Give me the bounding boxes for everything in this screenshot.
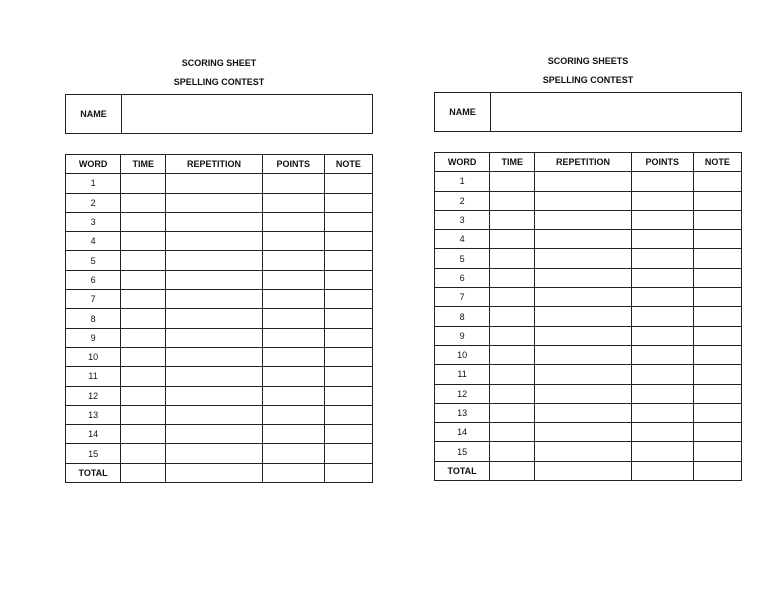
table-row (435, 365, 742, 384)
note-cell[interactable] (324, 251, 372, 270)
column-header-word: WORD (435, 153, 490, 172)
points-cell[interactable] (631, 365, 693, 384)
table-row (435, 384, 742, 403)
word-number: 1 (66, 174, 121, 193)
word-number: 11 (435, 365, 490, 384)
time-cell[interactable] (490, 172, 535, 191)
sheet-title: SCORING SHEETS (547, 56, 629, 66)
repetition-cell[interactable] (535, 442, 631, 461)
table-row (435, 268, 742, 287)
points-cell[interactable] (262, 367, 324, 386)
table-row (66, 174, 373, 193)
time-cell[interactable] (490, 345, 535, 364)
time-cell[interactable] (490, 191, 535, 210)
table-row (435, 210, 742, 229)
points-cell[interactable] (631, 442, 693, 461)
time-cell[interactable] (121, 386, 166, 405)
points-cell[interactable] (631, 288, 693, 307)
time-cell[interactable] (121, 309, 166, 328)
repetition-cell[interactable] (166, 212, 262, 231)
repetition-cell[interactable] (166, 232, 262, 251)
repetition-cell[interactable] (166, 405, 262, 424)
word-number: 7 (66, 290, 121, 309)
word-number: 10 (66, 347, 121, 366)
repetition-cell[interactable] (166, 290, 262, 309)
name-field[interactable] (491, 93, 741, 131)
word-number: 2 (435, 191, 490, 210)
word-number: 9 (435, 326, 490, 345)
total-row (66, 463, 373, 482)
time-cell[interactable] (121, 270, 166, 289)
note-cell[interactable] (693, 230, 741, 249)
note-cell[interactable] (324, 309, 372, 328)
points-cell[interactable] (262, 193, 324, 212)
repetition-cell[interactable] (535, 191, 631, 210)
repetition-cell[interactable] (166, 251, 262, 270)
time-cell[interactable] (490, 230, 535, 249)
repetition-cell[interactable] (535, 365, 631, 384)
note-cell[interactable] (324, 405, 372, 424)
time-cell[interactable] (121, 193, 166, 212)
table-row (66, 386, 373, 405)
word-number: 13 (66, 405, 121, 424)
table-row (435, 442, 742, 461)
repetition-cell[interactable] (535, 345, 631, 364)
repetition-cell[interactable] (535, 249, 631, 268)
name-label: NAME (435, 93, 491, 131)
time-cell[interactable] (121, 367, 166, 386)
time-cell[interactable] (490, 249, 535, 268)
note-cell[interactable] (324, 193, 372, 212)
time-cell[interactable] (121, 290, 166, 309)
repetition-cell[interactable] (535, 230, 631, 249)
word-number: 11 (66, 367, 121, 386)
time-cell[interactable] (490, 326, 535, 345)
repetition-cell[interactable] (535, 268, 631, 287)
word-number: 15 (435, 442, 490, 461)
repetition-cell[interactable] (535, 403, 631, 422)
sheet-subtitle: SPELLING CONTEST (542, 75, 634, 85)
time-cell[interactable] (490, 423, 535, 442)
word-number: 12 (66, 386, 121, 405)
repetition-cell[interactable] (166, 367, 262, 386)
note-cell[interactable] (324, 174, 372, 193)
total-label: TOTAL (66, 463, 121, 482)
time-cell[interactable] (121, 444, 166, 463)
note-cell[interactable] (693, 442, 741, 461)
time-cell[interactable] (490, 268, 535, 287)
note-cell[interactable] (324, 386, 372, 405)
note-cell[interactable] (324, 367, 372, 386)
note-cell[interactable] (324, 347, 372, 366)
column-header-repetition: REPETITION (535, 153, 631, 172)
sheet-title: SCORING SHEET (181, 58, 257, 68)
points-cell[interactable] (262, 386, 324, 405)
repetition-cell[interactable] (535, 326, 631, 345)
note-cell[interactable] (693, 288, 741, 307)
table-row (66, 309, 373, 328)
points-cell[interactable] (262, 251, 324, 270)
points-cell[interactable] (262, 347, 324, 366)
word-number: 6 (435, 268, 490, 287)
time-cell[interactable] (490, 442, 535, 461)
time-cell[interactable] (490, 461, 535, 480)
time-cell[interactable] (121, 425, 166, 444)
points-cell[interactable] (262, 444, 324, 463)
time-cell[interactable] (121, 212, 166, 231)
points-cell[interactable] (631, 172, 693, 191)
time-cell[interactable] (121, 232, 166, 251)
repetition-cell[interactable] (166, 193, 262, 212)
name-box (434, 92, 742, 132)
score-table (434, 152, 742, 481)
repetition-cell[interactable] (535, 288, 631, 307)
table-row (66, 251, 373, 270)
repetition-cell[interactable] (535, 461, 631, 480)
score-table (65, 154, 373, 483)
points-cell[interactable] (631, 384, 693, 403)
table-row (66, 425, 373, 444)
repetition-cell[interactable] (535, 172, 631, 191)
time-cell[interactable] (121, 251, 166, 270)
header-row (435, 153, 742, 172)
note-cell[interactable] (324, 212, 372, 231)
repetition-cell[interactable] (166, 270, 262, 289)
repetition-cell[interactable] (535, 307, 631, 326)
scoring-sheet-left (65, 56, 373, 483)
column-header-time: TIME (490, 153, 535, 172)
repetition-cell[interactable] (535, 384, 631, 403)
word-number: 15 (66, 444, 121, 463)
column-header-word: WORD (66, 155, 121, 174)
name-box (65, 94, 373, 134)
table-row (66, 367, 373, 386)
table-row (435, 191, 742, 210)
points-cell[interactable] (631, 191, 693, 210)
note-cell[interactable] (693, 249, 741, 268)
points-cell[interactable] (631, 210, 693, 229)
time-cell[interactable] (490, 384, 535, 403)
note-cell[interactable] (693, 326, 741, 345)
word-number: 5 (66, 251, 121, 270)
table-row (66, 328, 373, 347)
note-cell[interactable] (693, 307, 741, 326)
name-field[interactable] (122, 95, 372, 133)
word-number: 1 (435, 172, 490, 191)
word-number: 14 (435, 423, 490, 442)
points-cell[interactable] (631, 403, 693, 422)
repetition-cell[interactable] (166, 309, 262, 328)
sheet-subtitle: SPELLING CONTEST (173, 77, 265, 87)
word-number: 12 (435, 384, 490, 403)
note-cell[interactable] (693, 172, 741, 191)
note-cell[interactable] (324, 232, 372, 251)
note-cell[interactable] (693, 210, 741, 229)
points-cell[interactable] (262, 425, 324, 444)
points-cell[interactable] (631, 326, 693, 345)
points-cell[interactable] (631, 230, 693, 249)
word-number: 8 (435, 307, 490, 326)
points-cell[interactable] (262, 290, 324, 309)
column-header-time: TIME (121, 155, 166, 174)
total-row (435, 461, 742, 480)
column-header-repetition: REPETITION (166, 155, 262, 174)
points-cell[interactable] (262, 270, 324, 289)
points-cell[interactable] (262, 212, 324, 231)
word-number: 5 (435, 249, 490, 268)
table-row (435, 172, 742, 191)
note-cell[interactable] (693, 268, 741, 287)
time-cell[interactable] (490, 403, 535, 422)
time-cell[interactable] (490, 307, 535, 326)
table-row (435, 423, 742, 442)
table-row (66, 212, 373, 231)
column-header-note: NOTE (693, 153, 741, 172)
points-cell[interactable] (631, 268, 693, 287)
name-label: NAME (66, 95, 122, 133)
points-cell[interactable] (262, 174, 324, 193)
note-cell[interactable] (324, 444, 372, 463)
note-cell[interactable] (324, 463, 372, 482)
points-cell[interactable] (262, 328, 324, 347)
note-cell[interactable] (693, 384, 741, 403)
table-row (435, 326, 742, 345)
scoring-sheet-right (434, 54, 742, 481)
time-cell[interactable] (121, 463, 166, 482)
note-cell[interactable] (693, 423, 741, 442)
word-number: 4 (435, 230, 490, 249)
note-cell[interactable] (324, 290, 372, 309)
table-row (66, 405, 373, 424)
table-row (66, 290, 373, 309)
table-row (66, 232, 373, 251)
repetition-cell[interactable] (166, 444, 262, 463)
word-number: 3 (66, 212, 121, 231)
points-cell[interactable] (262, 309, 324, 328)
word-number: 13 (435, 403, 490, 422)
repetition-cell[interactable] (166, 386, 262, 405)
points-cell[interactable] (631, 461, 693, 480)
word-number: 8 (66, 309, 121, 328)
word-number: 3 (435, 210, 490, 229)
note-cell[interactable] (693, 461, 741, 480)
table-row (66, 193, 373, 212)
word-number: 9 (66, 328, 121, 347)
word-number: 7 (435, 288, 490, 307)
points-cell[interactable] (631, 307, 693, 326)
word-number: 14 (66, 425, 121, 444)
repetition-cell[interactable] (166, 463, 262, 482)
table-row (66, 270, 373, 289)
time-cell[interactable] (121, 405, 166, 424)
points-cell[interactable] (631, 249, 693, 268)
note-cell[interactable] (324, 425, 372, 444)
note-cell[interactable] (693, 365, 741, 384)
table-row (435, 307, 742, 326)
note-cell[interactable] (693, 403, 741, 422)
word-number: 4 (66, 232, 121, 251)
table-row (435, 249, 742, 268)
word-number: 2 (66, 193, 121, 212)
column-header-note: NOTE (324, 155, 372, 174)
time-cell[interactable] (121, 174, 166, 193)
time-cell[interactable] (121, 328, 166, 347)
header-row (66, 155, 373, 174)
note-cell[interactable] (324, 328, 372, 347)
repetition-cell[interactable] (535, 210, 631, 229)
repetition-cell[interactable] (535, 423, 631, 442)
table-row (435, 345, 742, 364)
time-cell[interactable] (490, 365, 535, 384)
repetition-cell[interactable] (166, 425, 262, 444)
points-cell[interactable] (631, 345, 693, 364)
time-cell[interactable] (121, 347, 166, 366)
points-cell[interactable] (262, 463, 324, 482)
time-cell[interactable] (490, 210, 535, 229)
points-cell[interactable] (631, 423, 693, 442)
table-row (435, 403, 742, 422)
repetition-cell[interactable] (166, 347, 262, 366)
table-row (435, 288, 742, 307)
note-cell[interactable] (693, 191, 741, 210)
time-cell[interactable] (490, 288, 535, 307)
table-row (66, 444, 373, 463)
repetition-cell[interactable] (166, 174, 262, 193)
word-number: 6 (66, 270, 121, 289)
table-row (435, 230, 742, 249)
note-cell[interactable] (693, 345, 741, 364)
points-cell[interactable] (262, 405, 324, 424)
points-cell[interactable] (262, 232, 324, 251)
table-row (66, 347, 373, 366)
column-header-points: POINTS (262, 155, 324, 174)
word-number: 10 (435, 345, 490, 364)
total-label: TOTAL (435, 461, 490, 480)
repetition-cell[interactable] (166, 328, 262, 347)
column-header-points: POINTS (631, 153, 693, 172)
note-cell[interactable] (324, 270, 372, 289)
